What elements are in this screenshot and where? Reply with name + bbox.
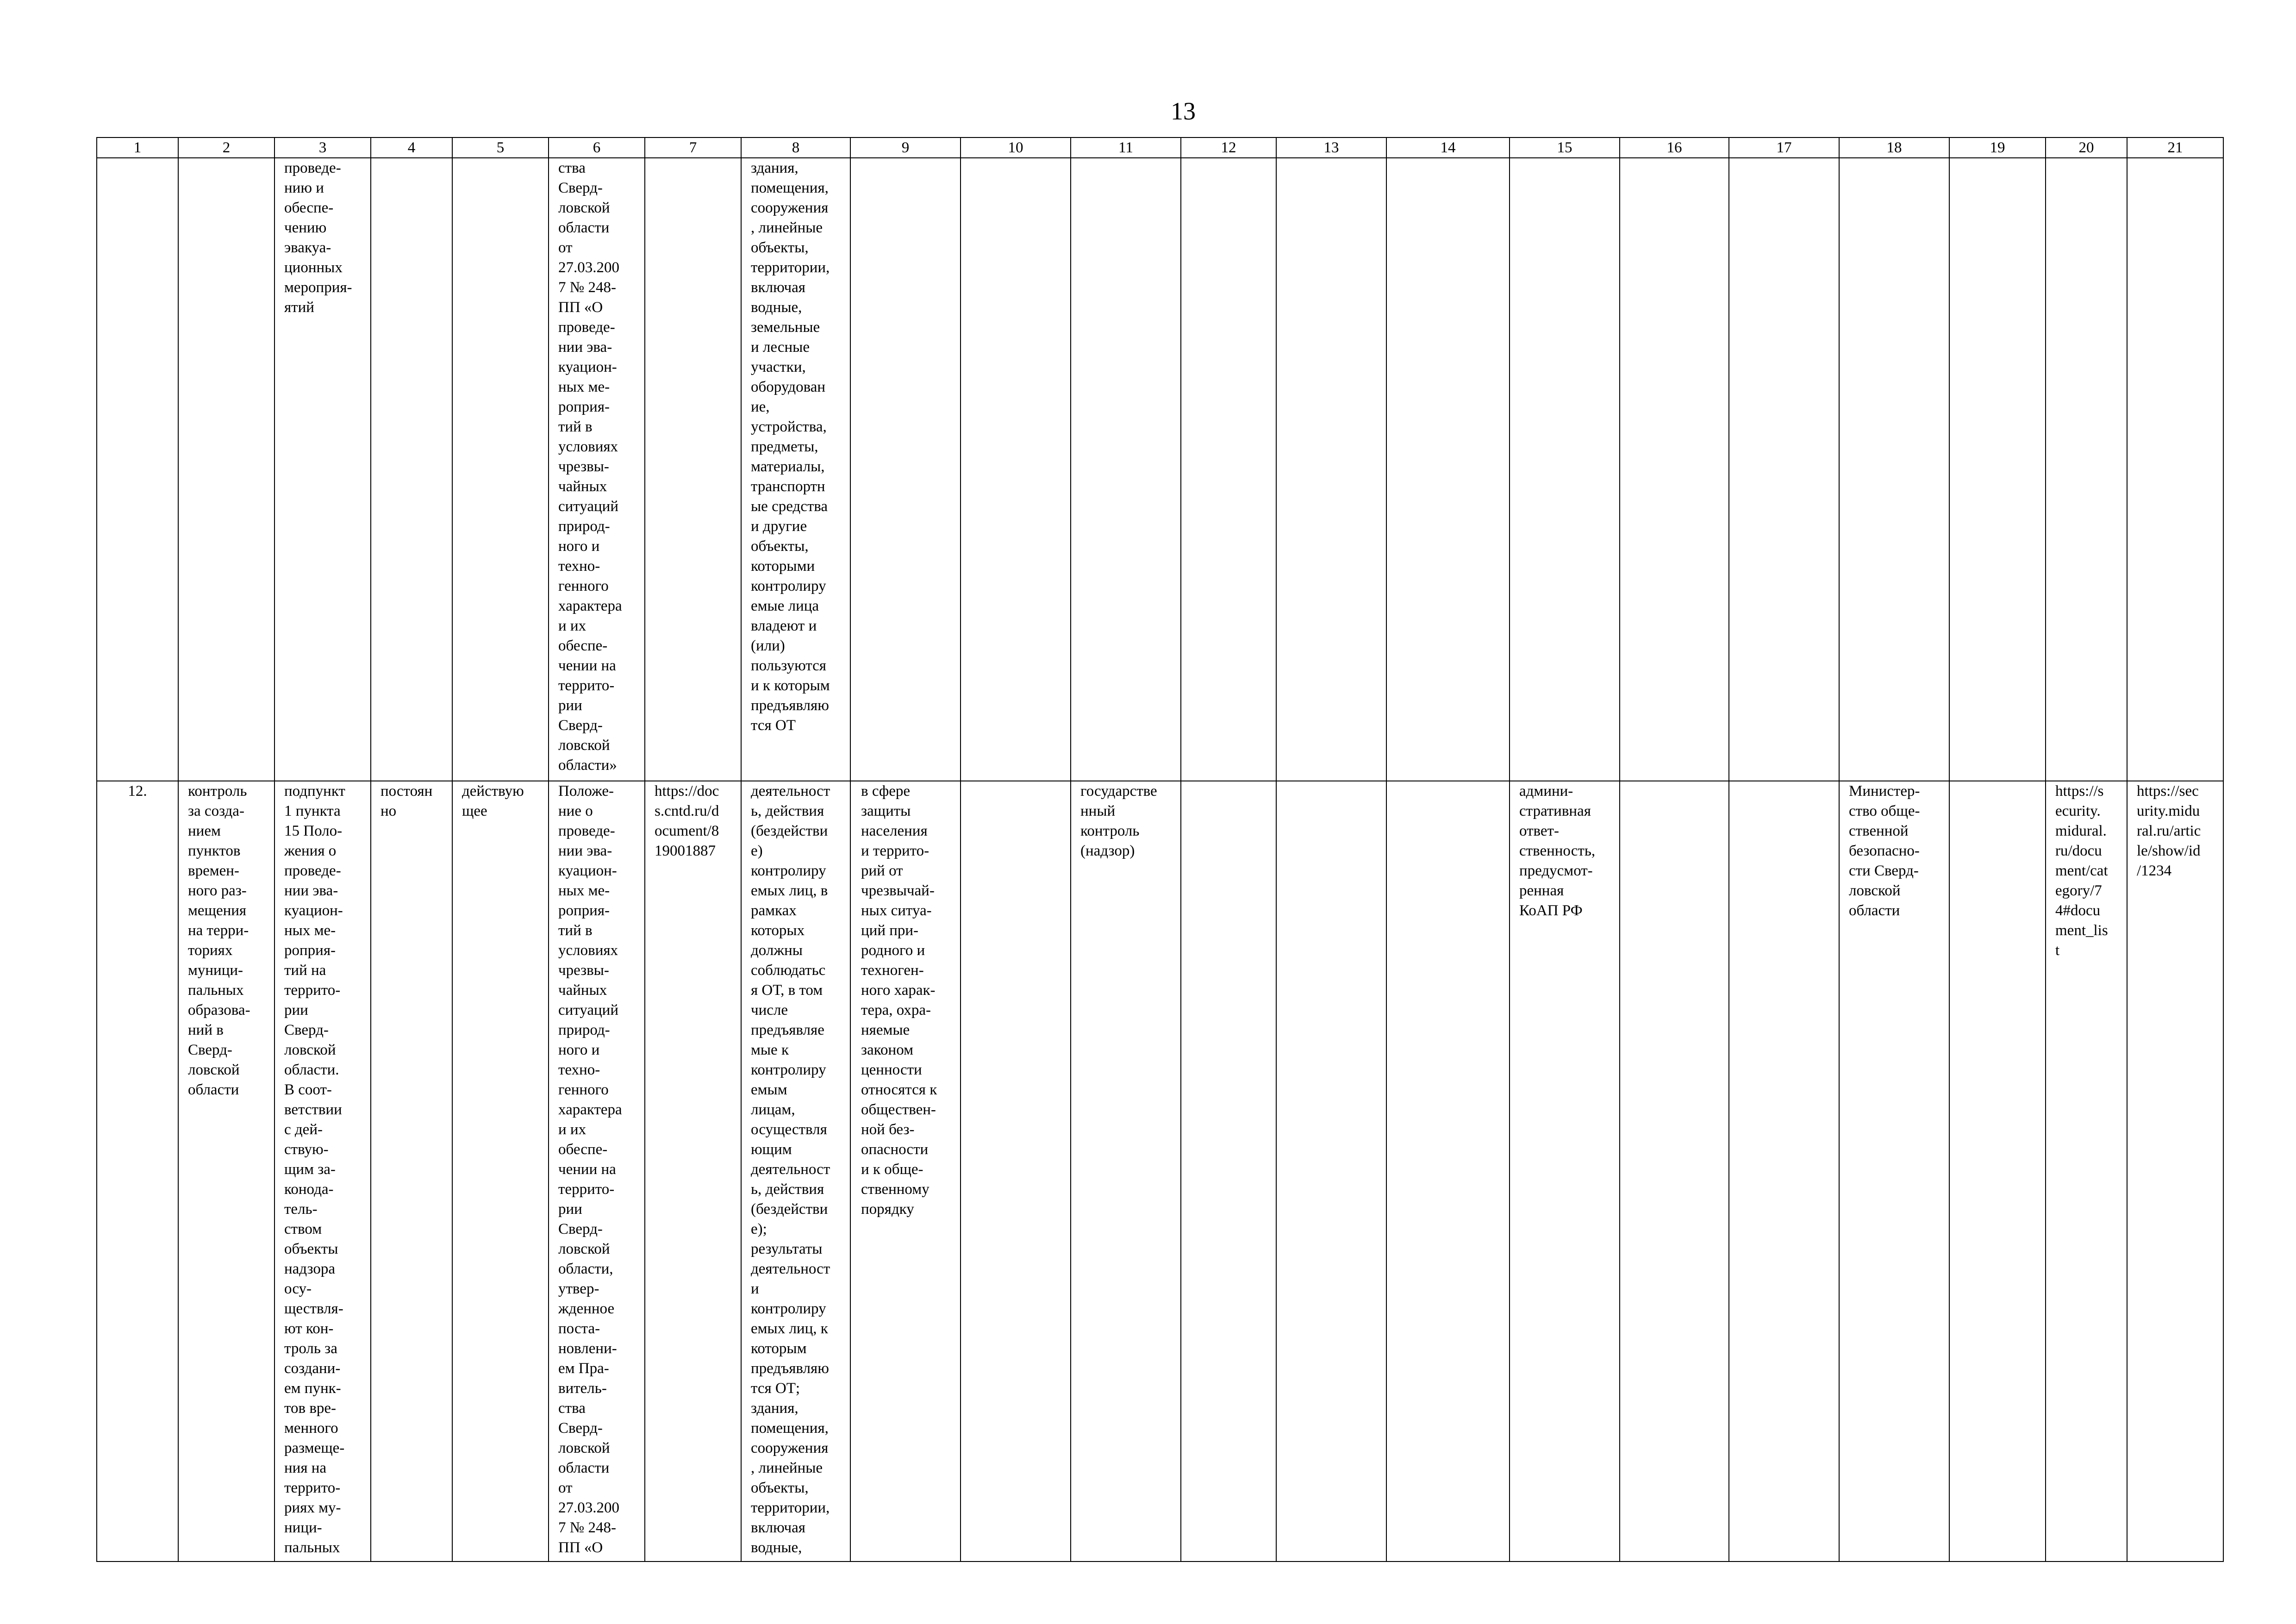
column-number-row xyxy=(97,137,2223,158)
column-number: 10 xyxy=(961,137,1071,158)
column-number: 5 xyxy=(452,137,549,158)
column-number: 18 xyxy=(1839,137,1949,158)
column-number: 12 xyxy=(1181,137,1276,158)
article-link[interactable]: https://sec urity.midu ral.ru/artic le/show/id /1234 xyxy=(2127,781,2223,1562)
column-number: 2 xyxy=(178,137,275,158)
column-number: 8 xyxy=(741,137,850,158)
table-cell xyxy=(645,158,741,781)
document-link[interactable]: https://s ecurity. midural. ru/docu ment/cat egory/7 4#docu ment_lis t xyxy=(2046,781,2127,1562)
table-cell xyxy=(371,158,452,781)
column-number: 9 xyxy=(850,137,961,158)
table-cell xyxy=(1620,158,1729,781)
table-cell xyxy=(961,781,1071,1562)
column-number: 15 xyxy=(1510,137,1620,158)
table-cell: здания, помещения, сооружения , линейные объекты, территории, включая водные, земельные и лесные участки, оборудован ие, устройства, предметы, материалы, транспортн ые средства и другие объекты, которыми контролиру емые лица владеют и (или) пользуются и к которым предъявляю тся ОТ xyxy=(741,158,850,781)
responsible-body: Министер- ство обще- ственной безопасно- сти Сверд- ловской области xyxy=(1839,781,1949,1562)
column-number: 20 xyxy=(2046,137,2127,158)
protected-values: в сфере защиты населения и террито- рий от чрезвычай- ных ситуа- ций при- родного и техноген- ного харак- тера, охра- няемые законом ценности относятся к обществен- ной без- опасности и к обще- ственному порядку xyxy=(850,781,961,1562)
table-cell xyxy=(452,158,549,781)
table-cell xyxy=(1386,781,1510,1562)
table-cell xyxy=(1949,158,2046,781)
table-cell xyxy=(1510,158,1620,781)
document-link[interactable]: https://doc s.cntd.ru/d ocument/8 19001887 xyxy=(645,781,741,1562)
table-cell xyxy=(1949,781,2046,1562)
table-cell xyxy=(1181,158,1276,781)
table-cell: проведе- нию и обеспе- чению эвакуа- ционных мероприя- ятий xyxy=(275,158,371,781)
control-type: государстве нный контроль (надзор) xyxy=(1071,781,1181,1562)
column-number: 1 xyxy=(97,137,178,158)
column-number: 4 xyxy=(371,137,452,158)
table-cell xyxy=(1620,781,1729,1562)
table-cell xyxy=(1276,781,1386,1562)
status: действую щее xyxy=(452,781,549,1562)
column-number: 16 xyxy=(1620,137,1729,158)
table-row xyxy=(97,781,2223,1562)
column-number: 17 xyxy=(1729,137,1839,158)
liability: админи- стративная ответ- ственность, предусмот- ренная КоАП РФ xyxy=(1510,781,1620,1562)
column-number: 13 xyxy=(1276,137,1386,158)
table-cell xyxy=(1181,781,1276,1562)
row-number: 12. xyxy=(97,781,178,1562)
column-number: 19 xyxy=(1949,137,2046,158)
regulation-table xyxy=(96,137,2224,1562)
column-number: 3 xyxy=(275,137,371,158)
table-cell xyxy=(97,158,178,781)
column-number: 7 xyxy=(645,137,741,158)
table-cell xyxy=(1386,158,1510,781)
table-row xyxy=(97,158,2223,781)
column-number: 6 xyxy=(549,137,645,158)
column-number: 14 xyxy=(1386,137,1510,158)
table-cell xyxy=(1839,158,1949,781)
table-cell xyxy=(1729,158,1839,781)
regulation-name: Положе- ние о проведе- нии эва- куацион- ных ме- роприя- тий в условиях чрезвы- чайных ситуаций природ- ного и техно- генного характера и их обеспе- чении на террито- рии Сверд- ловской области, утвер- жденное поста- новлени- ем Пра- витель- ства Сверд- ловской области от 27.03.200 7 № 248- ПП «О xyxy=(549,781,645,1562)
table-cell xyxy=(1729,781,1839,1562)
column-number: 11 xyxy=(1071,137,1181,158)
table-cell xyxy=(850,158,961,781)
table-cell xyxy=(961,158,1071,781)
table-cell xyxy=(1276,158,1386,781)
table-cell xyxy=(178,158,275,781)
page-number: 13 xyxy=(1171,97,1196,125)
table-cell: ства Сверд- ловской области от 27.03.200 7 № 248- ПП «О проведе- нии эва- куацион- ных ме- роприя- тий в условиях чрезвы- чайных ситуаций природ- ного и техно- генного характера и их обеспе- чении на террито- рии Сверд- ловской области» xyxy=(549,158,645,781)
table-cell xyxy=(1071,158,1181,781)
table-cell xyxy=(2127,158,2223,781)
periodicity: постоян но xyxy=(371,781,452,1562)
legal-basis: подпункт 1 пункта 15 Поло- жения о проведе- нии эва- куацион- ных ме- роприя- тий на террито- рии Сверд- ловской области. В соот- ветствии с дей- ствую- щим за- конода- тель- ством объекты надзора осу- ществля- ют кон- троль за создани- ем пунк- тов вре- менного размеще- ния на террито- риях му- ници- пальных xyxy=(275,781,371,1562)
control-subject: контроль за созда- нием пунктов времен- ного раз- мещения на терри- ториях муници- пальных образова- ний в Сверд- ловской области xyxy=(178,781,275,1562)
table-cell xyxy=(2046,158,2127,781)
column-number: 21 xyxy=(2127,137,2223,158)
control-objects: деятельност ь, действия (бездействи е) контролиру емых лиц, в рамках которых должны соблюдатьс я ОТ, в том числе предъявляе мые к контролиру емым лицам, осуществля ющим деятельност ь, действия (бездействи е); результаты деятельност и контролиру емых лиц, к которым предъявляю тся ОТ; здания, помещения, сооружения , линейные объекты, территории, включая водные, xyxy=(741,781,850,1562)
